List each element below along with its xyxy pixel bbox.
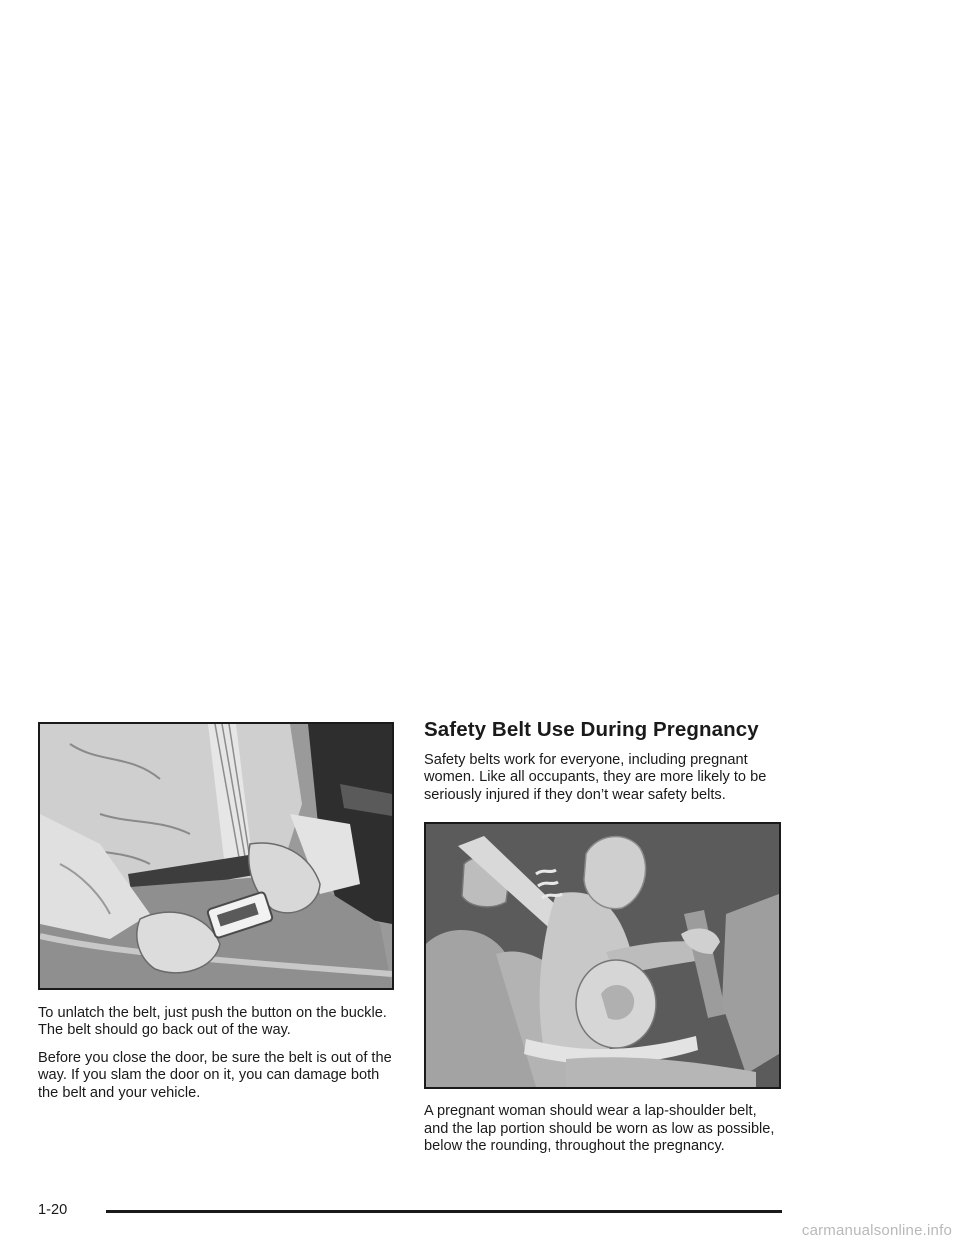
- page-number: 1-20: [38, 1202, 68, 1218]
- pregnancy-illustration-svg: [426, 824, 779, 1087]
- unlatch-paragraph: To unlatch the belt, just push the button on the buckle. The belt should go back out of the way.: [38, 1005, 387, 1039]
- buckle-illustration-svg: [40, 724, 392, 988]
- intro-paragraph: Safety belts work for everyone, including pregnant women. Like all occupants, they are more likely to be seriously injured if they don’t wear safety belts.: [424, 752, 767, 803]
- pregnant-occupant-illustration: [424, 822, 781, 1089]
- section-heading: Safety Belt Use During Pregnancy: [424, 718, 759, 741]
- footer-rule: [106, 1210, 782, 1213]
- lap-belt-paragraph: A pregnant woman should wear a lap-shoulder belt, and the lap portion should be worn as low as possible, below the rounding, throughout the pregnancy.: [424, 1103, 775, 1155]
- door-warning-paragraph: Before you close the door, be sure the belt is out of the way. If you slam the door on it, you can damage both the belt and your vehicle.: [38, 1049, 392, 1101]
- unlatch-buckle-illustration: [38, 722, 394, 990]
- right-column: [424, 718, 784, 1155]
- left-column: [38, 722, 394, 1102]
- watermark: carmanualsonline.info: [801, 1222, 952, 1239]
